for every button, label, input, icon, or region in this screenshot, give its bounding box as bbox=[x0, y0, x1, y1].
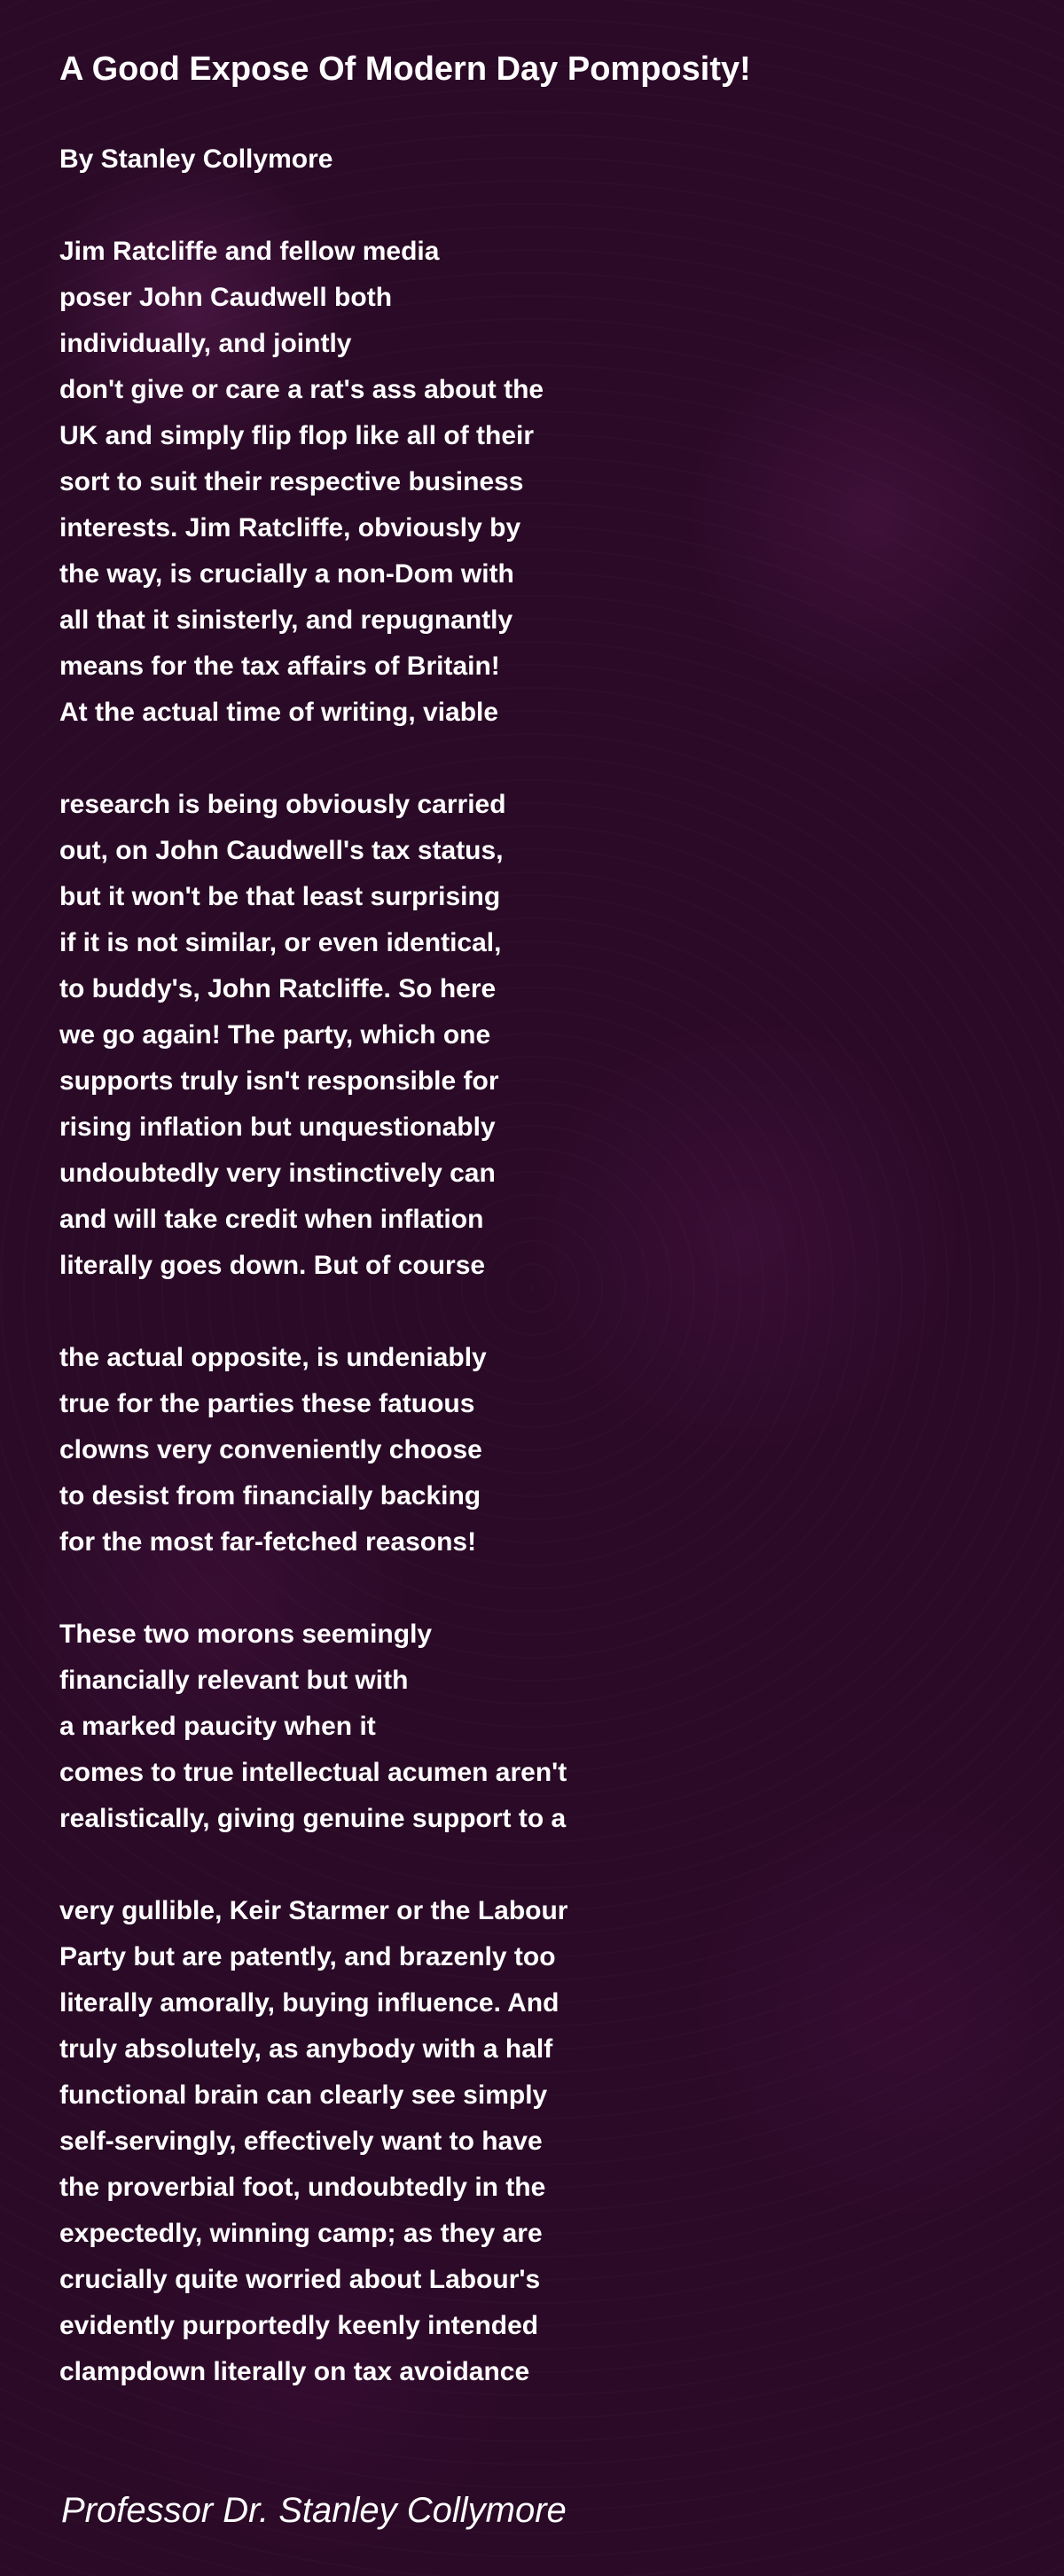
poem-line: don't give or care a rat's ass about the bbox=[59, 375, 544, 404]
poem-line: true for the parties these fatuous bbox=[59, 1389, 475, 1418]
poem-line: the actual opposite, is undeniably bbox=[59, 1343, 487, 1372]
poem-line: but it won't be that least surprising bbox=[59, 882, 501, 911]
poem-line: individually, and jointly bbox=[59, 329, 352, 358]
poem-line: Jim Ratcliffe and fellow media bbox=[59, 237, 440, 266]
poem-line: clampdown literally on tax avoidance bbox=[59, 2357, 530, 2386]
poem-line: These two morons seemingly bbox=[59, 1620, 433, 1649]
poem-line: literally goes down. But of course bbox=[59, 1251, 486, 1280]
poem-line: crucially quite worried about Labour's bbox=[59, 2265, 541, 2294]
poem-line: we go again! The party, which one bbox=[59, 1020, 491, 1050]
poem-line: very gullible, Keir Starmer or the Labour bbox=[59, 1896, 568, 1925]
stanza-break bbox=[59, 1565, 999, 1612]
stanza-break bbox=[59, 1289, 999, 1335]
poem-line: At the actual time of writing, viable bbox=[59, 698, 499, 727]
poem-line: to desist from financially backing bbox=[59, 1481, 481, 1510]
poem-line: the way, is crucially a non-Dom with bbox=[59, 559, 514, 589]
poem-byline: By Stanley Collymore bbox=[59, 144, 333, 174]
stanza-break bbox=[59, 1842, 999, 1888]
poem-line: realistically, giving genuine support to a bbox=[59, 1804, 567, 1833]
poem-line: and will take credit when inflation bbox=[59, 1205, 484, 1234]
poem-line: poser John Caudwell both bbox=[59, 283, 393, 312]
poem-line: all that it sinisterly, and repugnantly bbox=[59, 605, 513, 635]
poem-line: interests. Jim Ratcliffe, obviously by bbox=[59, 513, 521, 543]
poem-line: the proverbial foot, undoubtedly in the bbox=[59, 2173, 546, 2202]
author-signature: Professor Dr. Stanley Collymore bbox=[61, 2491, 567, 2530]
poem-line: supports truly isn't responsible for bbox=[59, 1066, 499, 1096]
poem-line: evidently purportedly keenly intended bbox=[59, 2311, 539, 2340]
poem-line: for the most far-fetched reasons! bbox=[59, 1527, 477, 1557]
poem-line: Party but are patently, and brazenly too bbox=[59, 1942, 556, 1971]
poem-line: self-servingly, effectively want to have bbox=[59, 2127, 543, 2156]
poem-line: means for the tax affairs of Britain! bbox=[59, 652, 500, 681]
poem-body bbox=[59, 229, 999, 2395]
poem-line: sort to suit their respective business bbox=[59, 467, 524, 496]
poem-line: comes to true intellectual acumen aren't bbox=[59, 1758, 567, 1787]
poem-line: clowns very conveniently choose bbox=[59, 1435, 482, 1464]
poem-line: research is being obviously carried bbox=[59, 790, 506, 819]
poem-title: A Good Expose Of Modern Day Pomposity! bbox=[59, 51, 751, 88]
poem-line: literally amorally, buying influence. And bbox=[59, 1988, 559, 2018]
poem-line: functional brain can clearly see simply bbox=[59, 2080, 548, 2110]
poem-line: out, on John Caudwell's tax status, bbox=[59, 836, 504, 865]
poem-line: truly absolutely, as anybody with a half bbox=[59, 2034, 553, 2064]
poem-line: UK and simply flip flop like all of their bbox=[59, 421, 535, 450]
poem-line: financially relevant but with bbox=[59, 1666, 409, 1695]
poem-line: to buddy's, John Ratcliffe. So here bbox=[59, 974, 497, 1003]
poem-line: a marked paucity when it bbox=[59, 1712, 376, 1741]
poem-content bbox=[59, 46, 999, 2395]
poem-line: undoubtedly very instinctively can bbox=[59, 1159, 496, 1188]
stanza-break bbox=[59, 736, 999, 782]
poem-line: if it is not similar, or even identical, bbox=[59, 928, 502, 957]
poem-line: rising inflation but unquestionably bbox=[59, 1112, 496, 1142]
poem-line: expectedly, winning camp; as they are bbox=[59, 2219, 543, 2248]
